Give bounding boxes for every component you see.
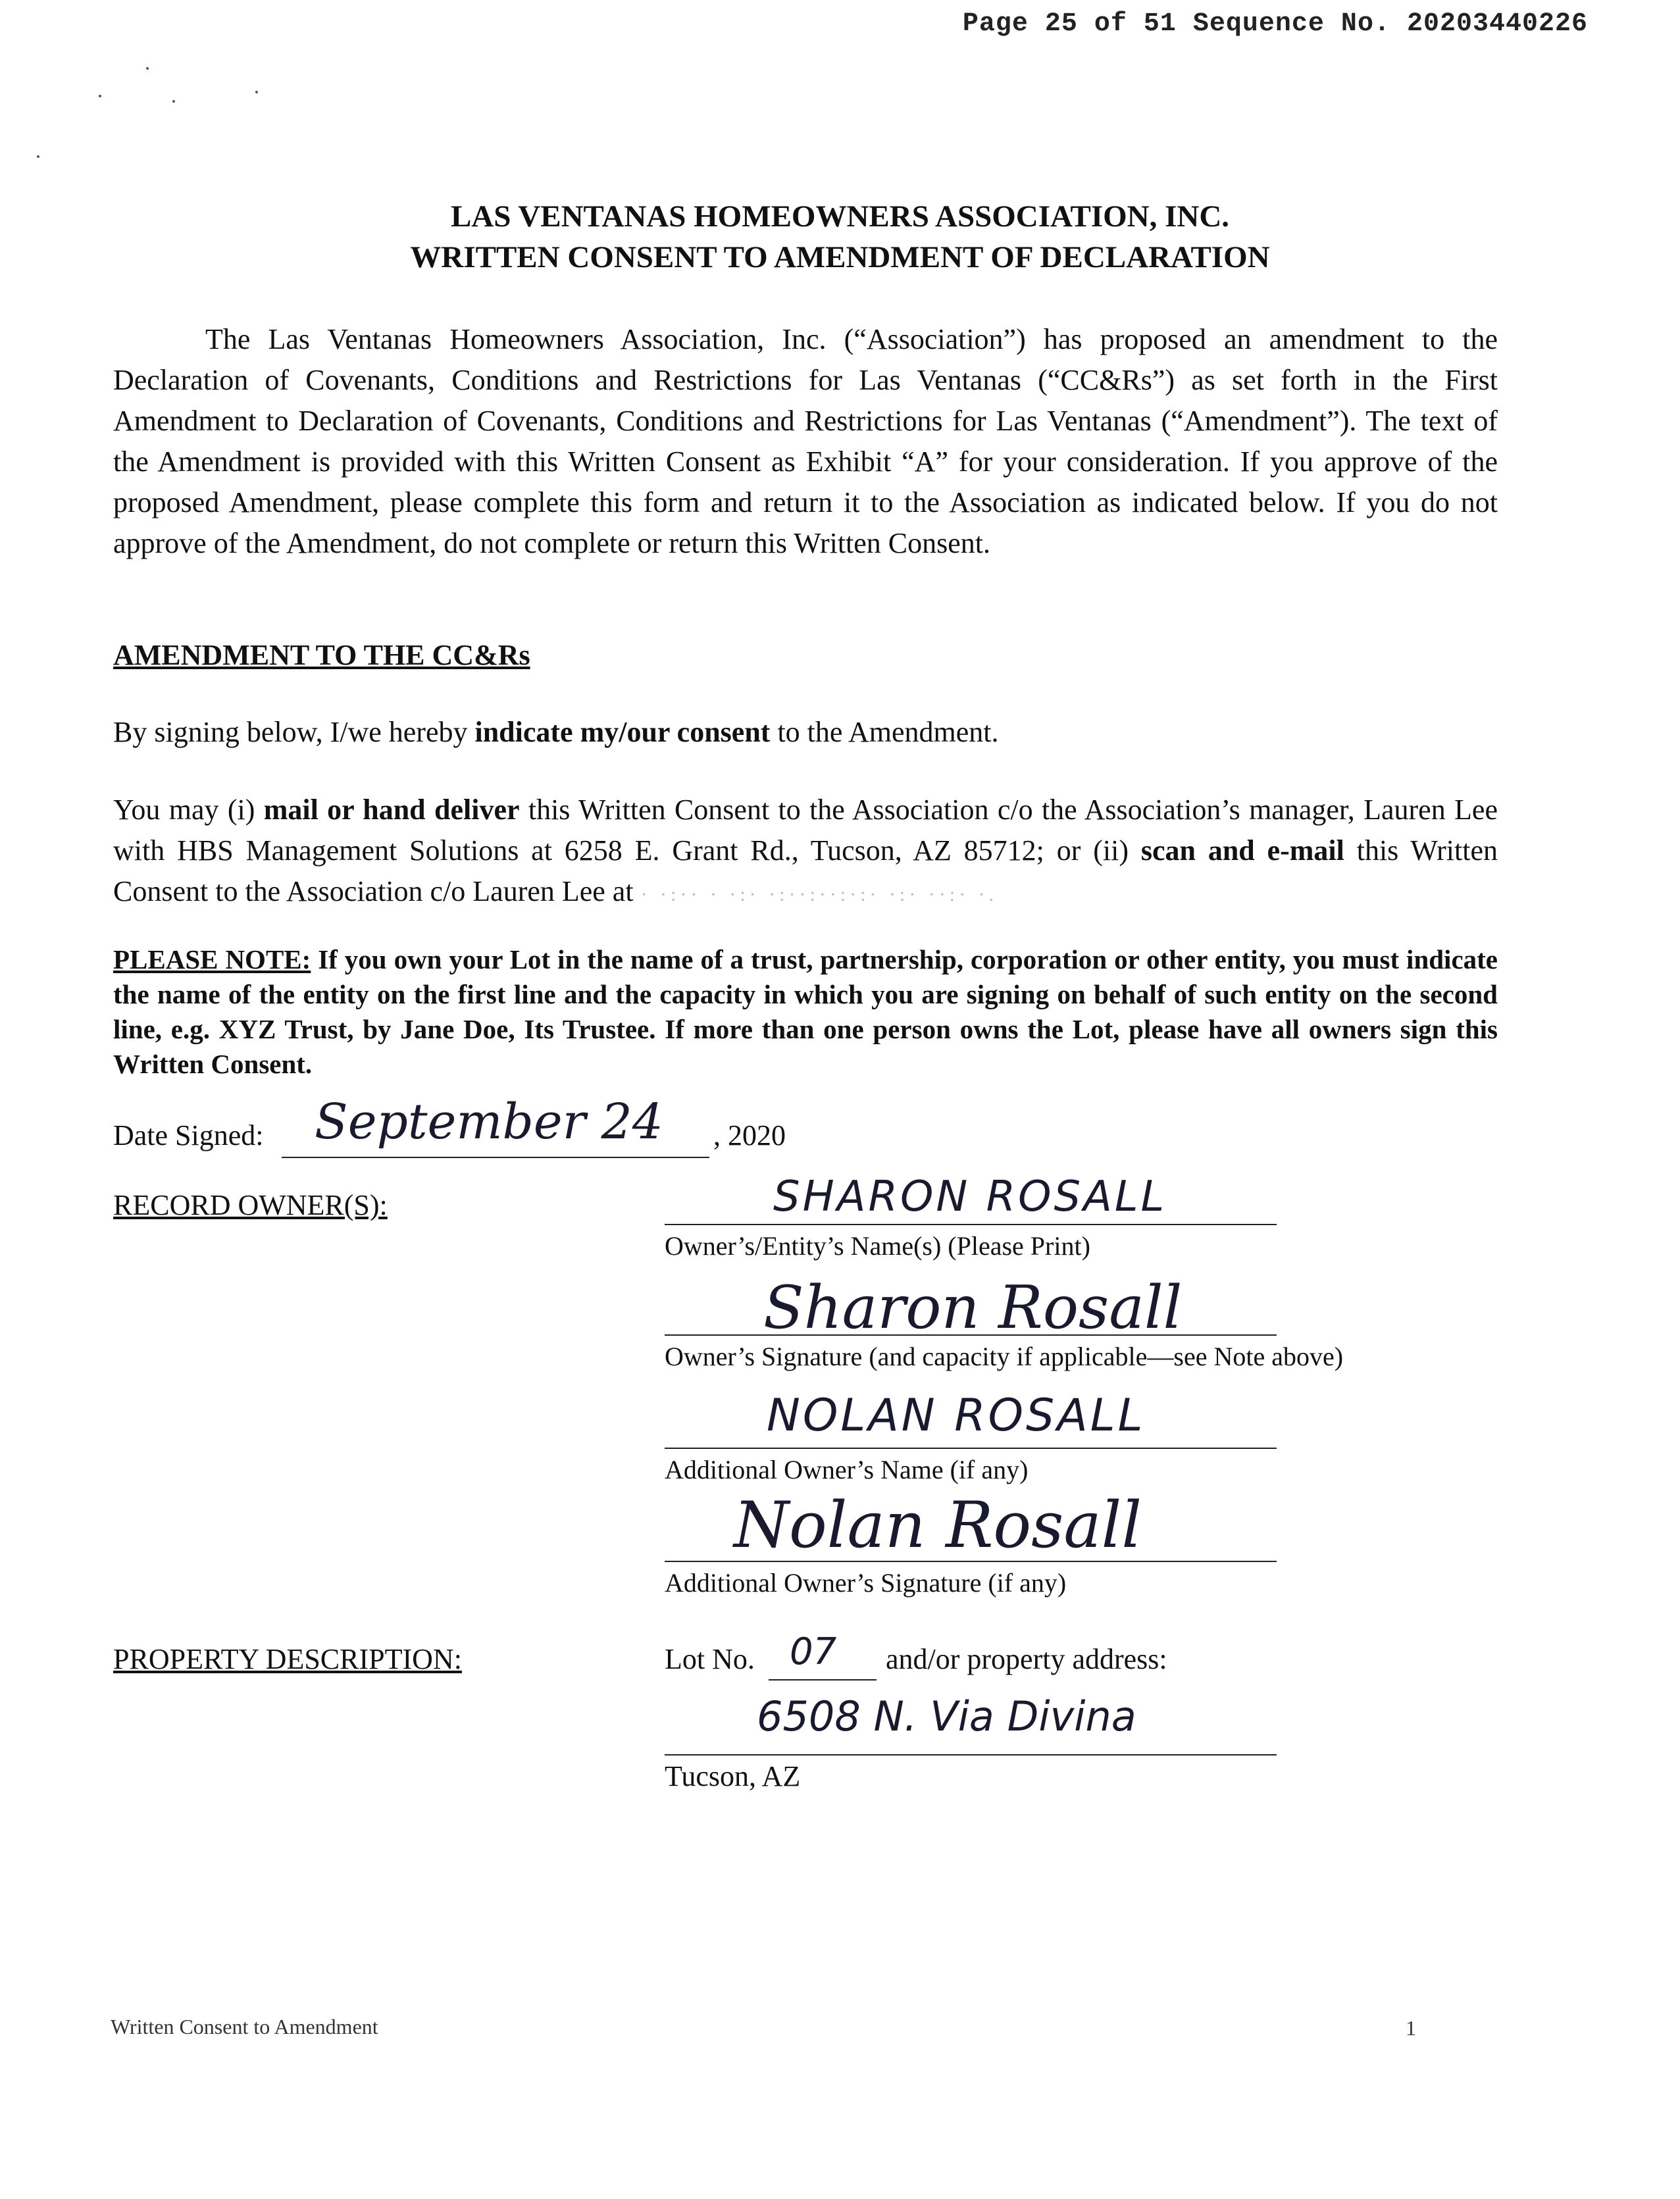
property-address-line xyxy=(665,1754,1277,1756)
document-title xyxy=(0,196,1680,278)
owner-signature-caption: Owner’s Signature (and capacity if applicable—see Note above) xyxy=(665,1342,1344,1371)
consent-statement xyxy=(113,712,1498,753)
additional-owner-name-line xyxy=(665,1448,1277,1449)
amendment-heading: AMENDMENT TO THE CC&Rs xyxy=(113,639,530,671)
footer-title: Written Consent to Amendment xyxy=(111,2015,378,2038)
scan-speck xyxy=(99,95,101,97)
title-line-1: LAS VENTANAS HOMEOWNERS ASSOCIATION, INC. xyxy=(450,199,1230,234)
lot-number-line xyxy=(769,1679,877,1681)
owner-name-value: SHARON ROSALL xyxy=(773,1173,1167,1221)
date-signed-label: Date Signed: xyxy=(113,1119,264,1151)
please-note-text: If you own your Lot in the name of a trust, partnership, corporation or other entity, you must indicate the name of the entity on the first line and the capacity in which you are signing on behalf of such entity on the second line, e.g. XYZ Trust, by Jane Doe, Its Trustee. If more than one person owns the Lot, please have all owners sign this Written Consent. xyxy=(113,944,1498,1079)
please-note-lead: PLEASE NOTE: xyxy=(113,944,311,974)
scan-speck xyxy=(146,67,149,70)
delivery-instructions xyxy=(113,790,1498,915)
please-note xyxy=(113,942,1498,1082)
date-signed-line xyxy=(282,1157,709,1158)
property-address-label: and/or property address: xyxy=(886,1643,1167,1675)
consent-emphasis: indicate my/our consent xyxy=(474,716,771,748)
additional-owner-name-value: NOLAN ROSALL xyxy=(767,1390,1146,1442)
delivery-method-1: mail or hand deliver xyxy=(263,794,520,826)
lot-number-label: Lot No. xyxy=(665,1643,755,1675)
record-owners-label: RECORD OWNER(S): xyxy=(113,1189,388,1221)
footer-page-number: 1 xyxy=(1406,2016,1416,2040)
title-line-2: WRITTEN CONSENT TO AMENDMENT OF DECLARATION xyxy=(410,240,1270,274)
owner-name-caption: Owner’s/Entity’s Name(s) (Please Print) xyxy=(665,1231,1090,1261)
page-sequence-header: Page 25 of 51 Sequence No. 20203440226 xyxy=(962,9,1588,39)
delivery-text: You may (i) xyxy=(113,794,264,826)
date-signed-value: September 24 xyxy=(315,1094,663,1150)
scan-speck xyxy=(37,155,39,158)
lot-number-value: 07 xyxy=(790,1630,837,1673)
delivery-text: this Written Consent to the Association c/o the Association’s manager, Lauren Lee with HBS Management Solutions at 6258 E. Grant Rd., Tucson, AZ 85712; or (ii) xyxy=(113,794,1498,867)
additional-owner-name-caption: Additional Owner’s Name (if any) xyxy=(665,1455,1029,1484)
scan-speck xyxy=(255,91,258,93)
consent-text-end: to the Amendment. xyxy=(770,716,999,748)
additional-owner-signature: Nolan Rosall xyxy=(734,1488,1142,1562)
scan-speck xyxy=(172,100,175,103)
property-city: Tucson, AZ xyxy=(665,1760,801,1792)
additional-owner-signature-caption: Additional Owner’s Signature (if any) xyxy=(665,1568,1067,1598)
property-address-value: 6508 N. Via Divina xyxy=(757,1692,1136,1740)
date-signed-year: , 2020 xyxy=(713,1119,786,1151)
owner-name-line xyxy=(665,1224,1277,1225)
intro-paragraph: The Las Ventanas Homeowners Association, Inc. (“Association”) has proposed an amendment to the Declaration of Covenants, Conditions and Restrictions for Las Ventanas (“CC&Rs”) as set forth in the First Amendment to Declaration of Covenants, Conditions and Restrictions for Las Ventanas (“Amendment”). The text of the Amendment is provided with this Written Consent as Exhibit “A” for your consideration. If you approve of the proposed Amendment, please complete this form and return it to the Association as indicated below. If you do not approve of the Amendment, do not complete or return this Written Consent. xyxy=(113,323,1498,559)
consent-text: By signing below, I/we hereby xyxy=(113,716,475,748)
delivery-method-2: scan and e-mail xyxy=(1140,834,1344,867)
property-description-label: PROPERTY DESCRIPTION: xyxy=(113,1643,462,1675)
owner-signature: Sharon Rosall xyxy=(763,1273,1183,1342)
redacted-email: · ·:·· · ·:· ·:··:··:·:· ·:· ··:· ·. xyxy=(640,884,998,905)
delivery-text: this Written Consent to the Association c/o Lauren Lee at xyxy=(113,834,1498,907)
